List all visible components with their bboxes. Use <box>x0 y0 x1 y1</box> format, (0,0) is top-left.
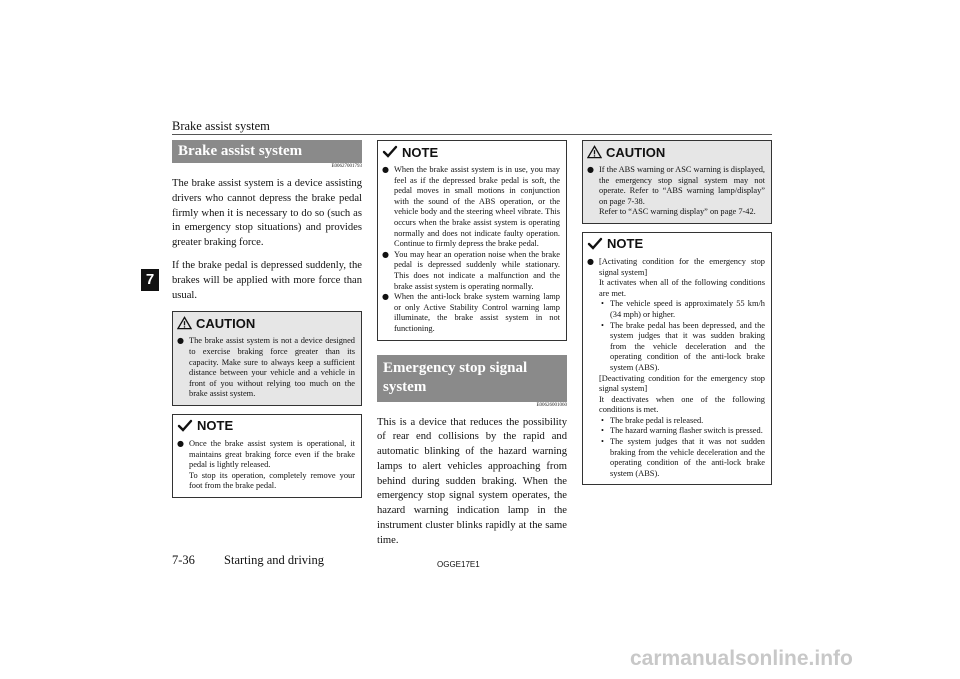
bullet-icon: ● <box>587 256 594 266</box>
paragraph: This is a device that reduces the possibility of rear end collisions by the rapid and automatic blinking of the hazard warning lamps to alert vehicles approaching from behind during sudden braking. When the emergency stop signal system operates, the hazard warning indication lamp in the instrument cluster blinks rapidly at the same time. <box>377 416 567 546</box>
list-item-text: The brake pedal has been depressed, and the system judges that it was sudden braking from the vehicle deceleration and the operating condition of the anti-lock brake system (ABS). <box>610 320 765 372</box>
caution-header <box>583 141 771 163</box>
caution-item <box>177 336 355 400</box>
caution-header <box>173 312 361 334</box>
list-item-text: The brake pedal is released. <box>610 415 704 425</box>
note-label: NOTE <box>607 236 644 252</box>
column-2 <box>377 140 567 557</box>
section-code: E00627001793 <box>331 164 362 169</box>
note-header <box>173 415 361 437</box>
caution-text: If the ABS warning or ASC warning is displayed, the emergency stop signal system may not operate. Refer to “ABS warning lamp/display” on page 7-38. <box>599 165 765 206</box>
column-3 <box>582 140 772 493</box>
note-subtitle: [Activating condition for the emergency stop signal system] <box>599 256 765 277</box>
footer-section: Starting and driving <box>224 553 325 567</box>
note-item <box>382 292 560 334</box>
list-item-text: The vehicle speed is approximately 55 km/h (34 mph) or higher. <box>610 299 765 319</box>
note-box <box>377 140 567 341</box>
paragraph: If the brake pedal is depressed suddenly, the brakes will be applied with more force than usual. <box>172 259 362 301</box>
watermark: carmanualsonline.info <box>630 647 853 670</box>
list-item: • The brake pedal has been depressed, and the system judges that it was sudden braking from the vehicle deceleration and the operating condition of the anti-lock brake system (ABS). <box>601 320 765 372</box>
caution-item <box>587 165 765 218</box>
note-icon <box>587 237 603 251</box>
note-text: To stop its operation, completely remove your foot from the brake pedal. <box>189 470 355 491</box>
note-item <box>587 257 765 479</box>
list-item: • The brake pedal is released. <box>601 415 704 425</box>
caution-text: The brake assist system is not a device designed to exercise braking force greater than its capacity. Make sure to always keep a sufficient distance between your vehicle and a vehicle in front of you without relying too much on the brake assist system. <box>189 336 355 399</box>
note-text: It deactivates when one of the following conditions is met. <box>599 394 765 415</box>
caution-box <box>582 140 772 224</box>
note-text: You may hear an operation noise when the brake pedal is depressed suddenly while stationary. This does not indicate a malfunction and the brake assist system is operating normally. <box>394 249 560 291</box>
document-code: OGGE17E1 <box>437 560 480 569</box>
note-label: NOTE <box>402 144 439 160</box>
bullet-icon: ● <box>587 165 594 174</box>
list-item-text: The system judges that it was not sudden braking from the vehicle deceleration and the operating condition of the anti-lock brake system (ABS). <box>610 437 765 478</box>
warning-triangle-icon <box>587 145 602 159</box>
list-item: • The system judges that it was not sudden braking from the vehicle deceleration and the operating condition of the anti-lock brake system (ABS). <box>601 437 765 478</box>
note-item <box>382 250 560 292</box>
note-label: NOTE <box>197 418 234 434</box>
note-text: Once the brake assist system is operational, it maintains great braking force even if the brake pedal is lightly released. <box>189 438 355 470</box>
note-item <box>382 165 560 250</box>
note-text: When the anti-lock brake system warning lamp or only Active Stability Control warning lamp illuminate, the brake assist system in not functioning. <box>394 292 560 333</box>
bullet-icon: ● <box>177 336 184 346</box>
paragraph: The brake assist system is a device assisting drivers who cannot depress the brake pedal firmly when it is necessary to do so (such as in emergency stop situations) and provides greater braking force. <box>172 178 362 249</box>
note-header <box>378 141 566 163</box>
list-item: • The hazard warning flasher switch is pressed. <box>601 426 763 436</box>
heading-line: system <box>383 378 427 395</box>
bullet-icon: ● <box>177 438 184 448</box>
note-text: It activates when all of the following conditions are met. <box>599 278 765 298</box>
header-rule <box>172 134 772 135</box>
note-subtitle: [Deactivating condition for the emergency stop signal system] <box>599 373 765 394</box>
heading-line: Emergency stop signal <box>383 359 528 376</box>
note-icon <box>177 419 193 433</box>
list-item-text: The hazard warning flasher switch is pressed. <box>610 426 763 436</box>
page-number: 7-36 <box>172 553 195 567</box>
section-heading-brake-assist: Brake assist system <box>172 140 362 163</box>
column-1 <box>172 140 362 506</box>
note-item <box>177 439 355 492</box>
note-icon <box>382 145 398 159</box>
caution-text: Refer to “ASC warning display” on page 7-42. <box>599 207 756 217</box>
section-code: E00626001060 <box>536 402 567 408</box>
list-item: • The vehicle speed is approximately 55 km/h (34 mph) or higher. <box>601 299 765 319</box>
warning-triangle-icon <box>177 316 192 330</box>
bullet-icon: ● <box>382 249 389 259</box>
caution-box <box>172 311 362 406</box>
bullet-icon: ● <box>382 165 389 174</box>
note-header <box>583 233 771 255</box>
running-header: Brake assist system <box>172 119 270 133</box>
section-heading-emergency-stop <box>377 355 567 402</box>
note-box <box>582 232 772 485</box>
chapter-tab: 7 <box>141 269 159 291</box>
caution-label: CAUTION <box>196 315 256 331</box>
note-text: When the brake assist system is in use, you may feel as if the depressed brake pedal is soft, the pedal moves in small motions in conjunction with the sound of the ABS operation, or the vehicle body and the steering wheel vibrate. This occurs when the brake assist system is operating normally and does not indicate faulty operation. Continue to firmly depress the brake pedal. <box>394 165 560 249</box>
page-footer <box>172 553 350 568</box>
note-box <box>172 414 362 498</box>
bullet-icon: ● <box>382 292 389 302</box>
caution-label: CAUTION <box>606 144 666 160</box>
